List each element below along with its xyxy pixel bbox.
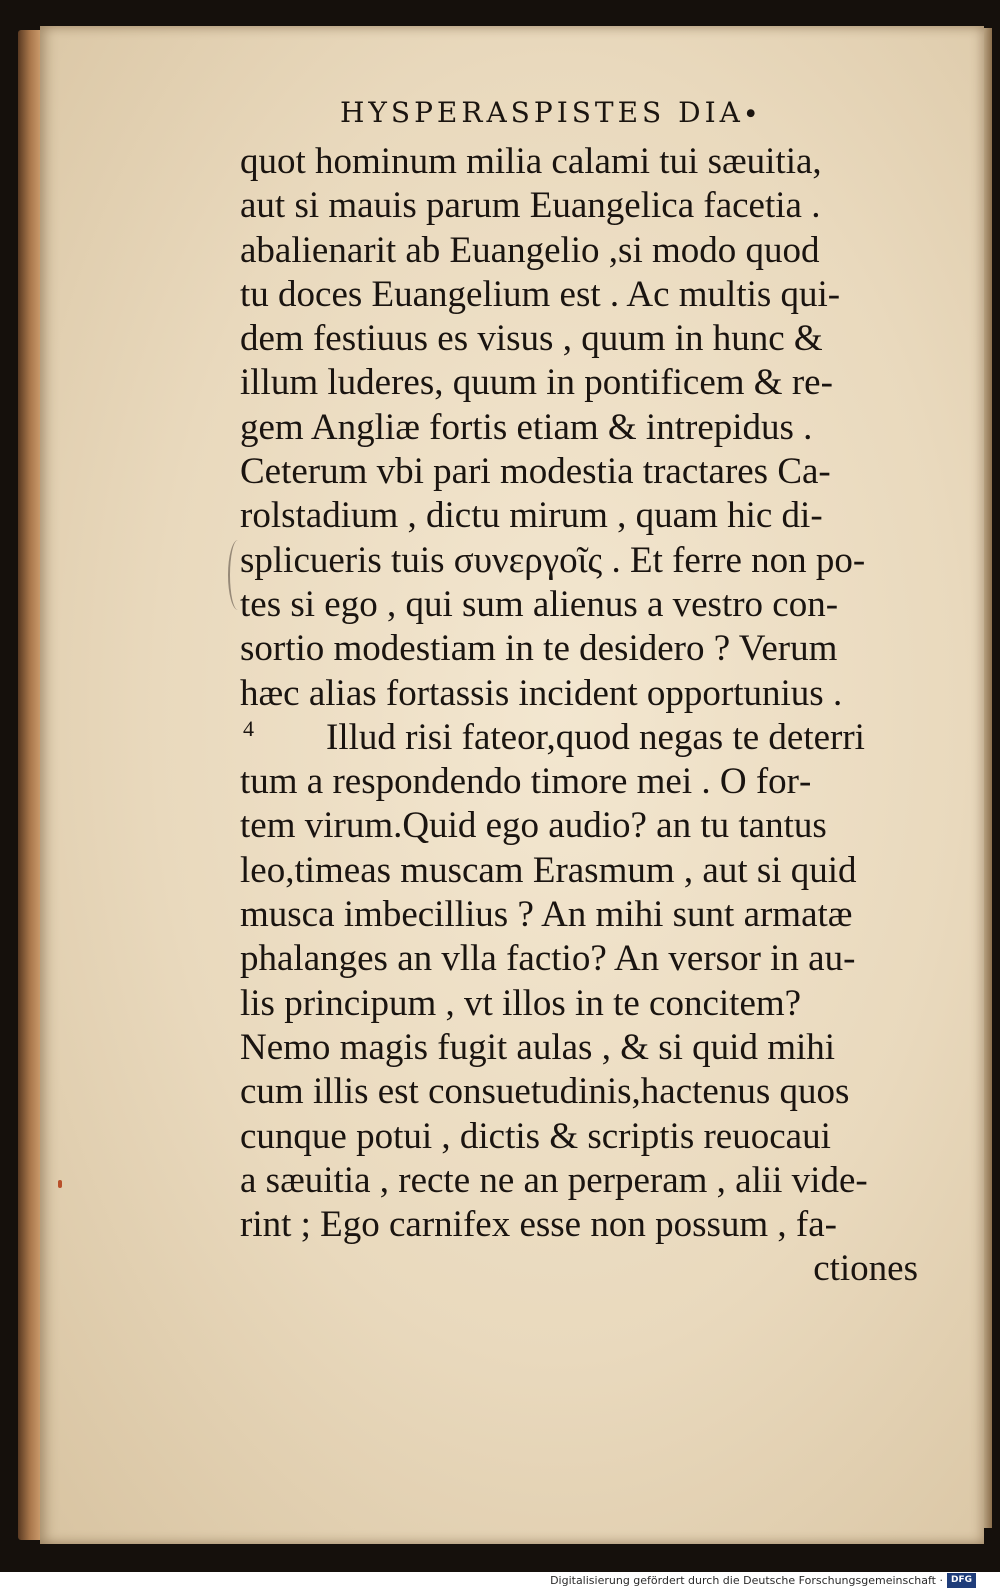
text-line: tu doces Euangelium est . Ac multis qui‐ <box>240 273 841 315</box>
ink-fleck <box>58 1180 62 1188</box>
text-line: tes si ego , qui sum alienus a vestro con‐ <box>240 583 839 625</box>
text-line: lis principum , vt illos in te concitem? <box>240 982 802 1024</box>
page-text <box>240 140 940 1292</box>
text-line: cunque potui , dictis & scriptis reuocaui <box>240 1115 831 1157</box>
margin-number: 4 <box>243 716 254 741</box>
text-line: splicueris tuis συνεργοῖς . Et ferre non po‐ <box>240 539 866 581</box>
text-line: musca imbecillius ? An mihi sunt armatæ <box>240 894 853 936</box>
text-line: Ceterum vbi pari modestia tractares Ca‐ <box>240 451 831 493</box>
text-line: gem Angliæ fortis etiam & intrepidus . <box>240 406 813 448</box>
text-line: ctiones <box>813 1248 918 1290</box>
text-line: hæc alias fortassis incident opportunius . <box>240 672 843 714</box>
text-line: illum luderes, quum in pontificem & re‐ <box>240 362 833 404</box>
text-line: quot hominum milia calami tui sæuitia, <box>240 141 822 182</box>
text-line: cum illis est consuetudinis,hactenus quos <box>240 1071 850 1113</box>
text-line: Illud risi fateor,quod negas te deterri <box>326 716 865 758</box>
text-line: tum a respondendo timore mei . O for‐ <box>240 761 812 803</box>
book-spine-edge <box>18 30 40 1540</box>
text-line: abalienarit ab Euangelio ,si modo quod <box>240 229 820 271</box>
running-head: HYSPERASPISTES DIA∙ <box>340 96 762 129</box>
text-line: sortio modestiam in te desidero ? Verum <box>240 628 838 670</box>
text-line: rolstadium , dictu mirum , quam hic di‐ <box>240 495 823 537</box>
digitization-credit <box>550 1572 976 1588</box>
text-line: dem festiuus es visus , quum in hunc & <box>240 318 823 360</box>
text-line: Nemo magis fugit aulas , & si quid mihi <box>240 1026 836 1068</box>
text-line: aut si mauis parum Euangelica facetia . <box>240 185 821 227</box>
text-line: phalanges an vlla factio? An versor in au‐ <box>240 938 856 980</box>
text-line: leo,timeas muscam Erasmum , aut si quid <box>240 849 857 891</box>
dfg-logo: DFG <box>947 1573 976 1588</box>
text-line: tem virum.Quid ego audio? an tu tantus <box>240 805 827 847</box>
text-line: rint ; Ego carnifex esse non possum , fa‐ <box>240 1204 837 1246</box>
text-line: a sæuitia , recte ne an perperam , alii vide‐ <box>240 1159 868 1201</box>
credit-text: Digitalisierung gefördert durch die Deutsche Forschungsgemeinschaft · <box>550 1573 943 1587</box>
